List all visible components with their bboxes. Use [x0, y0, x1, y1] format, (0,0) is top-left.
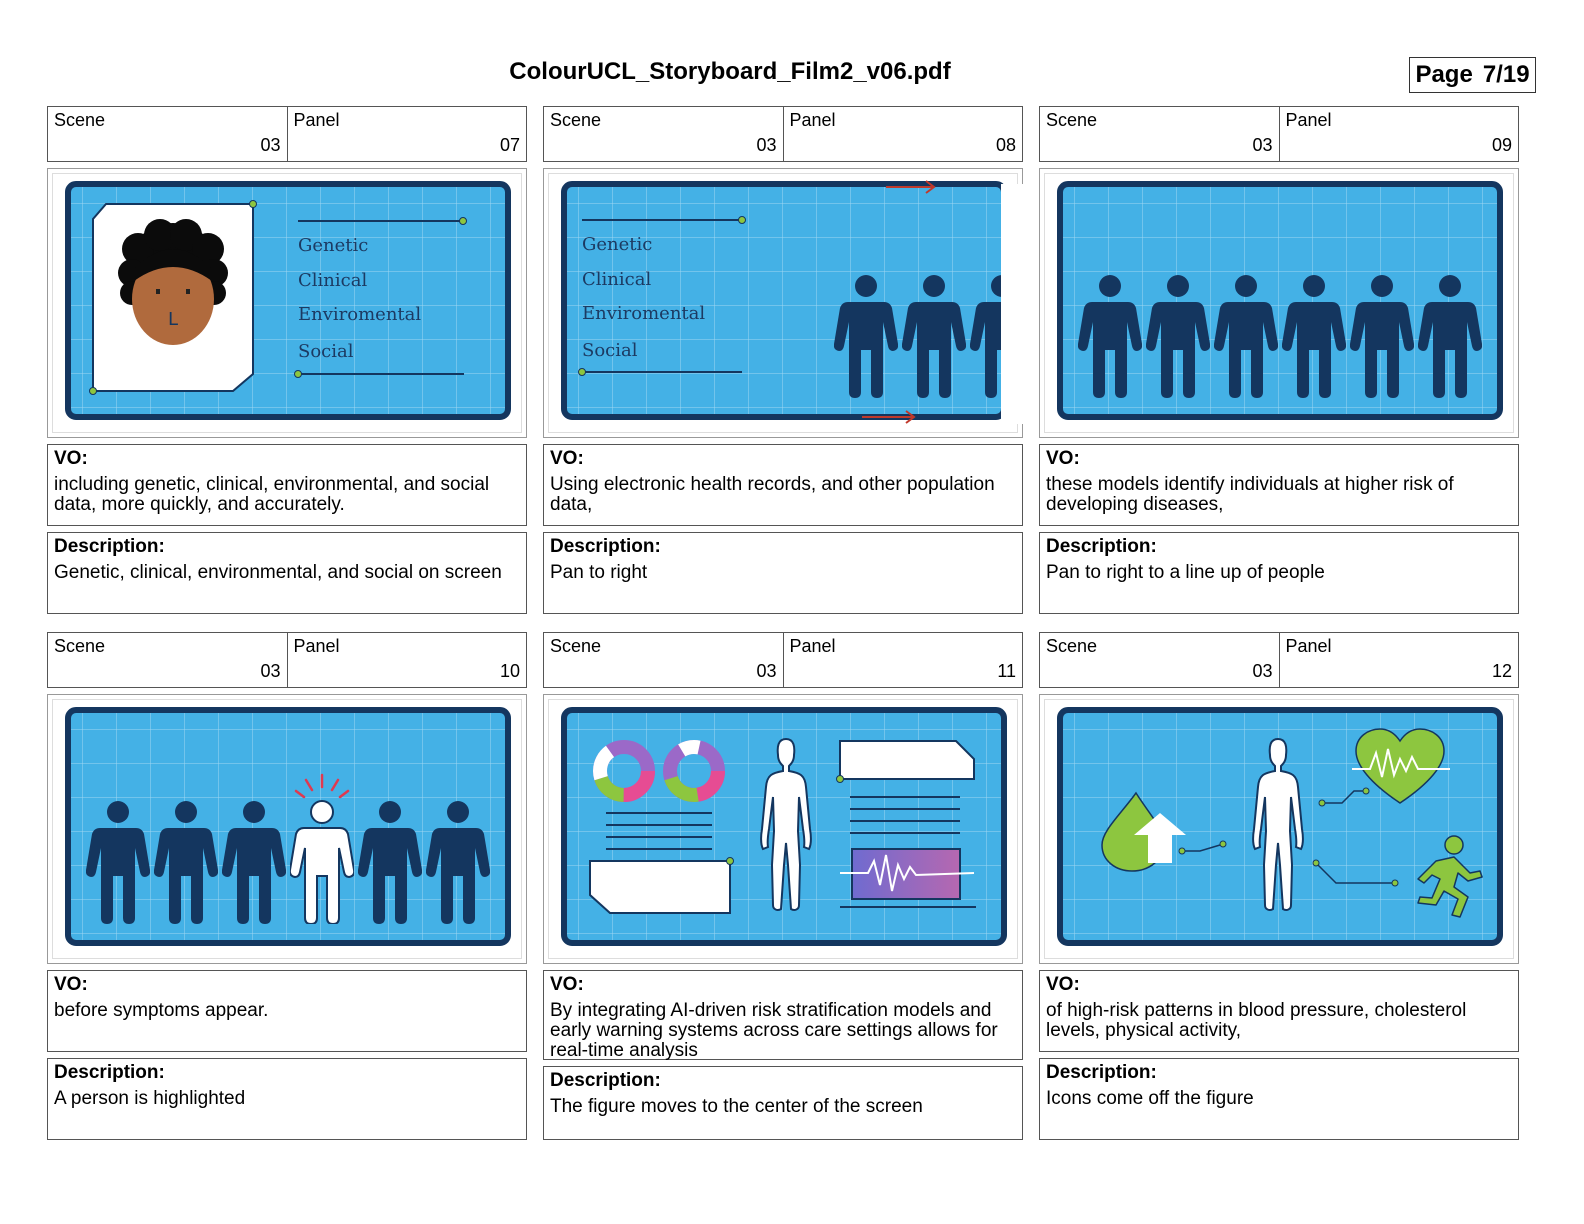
- panel-frame: [1039, 694, 1519, 964]
- scene-cell: [1040, 633, 1279, 687]
- description-box: [1039, 532, 1519, 614]
- panel-label: Panel: [789, 636, 836, 656]
- panel-frame: [543, 168, 1023, 438]
- panel-label: Panel: [1285, 636, 1332, 656]
- vo-box: [543, 444, 1023, 526]
- scene-cell: [48, 107, 287, 161]
- scene-number: 03: [260, 661, 281, 681]
- panel-label: Panel: [1285, 110, 1332, 130]
- description-text: Pan to right to a line up of people: [1046, 562, 1325, 583]
- document-title: ColourUCL_Storyboard_Film2_v06.pdf: [509, 58, 951, 85]
- panel-header: [47, 106, 527, 162]
- vo-box: [47, 444, 527, 526]
- description-label: Description:: [550, 1070, 661, 1091]
- panel-number: 11: [997, 661, 1016, 681]
- panel-header: [1039, 106, 1519, 162]
- data-label: Enviromental: [582, 303, 706, 324]
- panel-frame: [47, 694, 527, 964]
- vo-box: [47, 970, 527, 1052]
- panel-illustration: [48, 695, 528, 965]
- description-label: Description:: [54, 1062, 165, 1083]
- panel-number: 08: [995, 135, 1016, 155]
- info-card: [840, 741, 974, 779]
- data-label: Social: [298, 341, 354, 362]
- vo-box: [1039, 444, 1519, 526]
- description-box: [1039, 1058, 1519, 1140]
- scene-label: Scene: [1046, 110, 1098, 130]
- page-indicator: [1409, 57, 1536, 93]
- vo-label: VO:: [54, 974, 88, 995]
- scene-number: 03: [756, 135, 777, 155]
- vo-box: [543, 970, 1023, 1060]
- vo-text: including genetic, clinical, environmental, and social data, more quickly, and accurately.: [54, 474, 490, 515]
- panel-number: 09: [1491, 135, 1512, 155]
- panel-number: 10: [499, 661, 520, 681]
- vo-label: VO:: [1046, 974, 1080, 995]
- data-label: Genetic: [298, 235, 369, 256]
- svg-text:L: L: [167, 309, 179, 330]
- scene-label: Scene: [550, 110, 602, 130]
- description-label: Description:: [54, 536, 165, 557]
- description-label: Description:: [550, 536, 661, 557]
- scene-number: 03: [1252, 135, 1273, 155]
- panel-cell: [287, 107, 527, 161]
- panel-illustration: [1040, 695, 1520, 965]
- description-text: A person is highlighted: [54, 1088, 246, 1109]
- panel-frame: [1039, 168, 1519, 438]
- description-text: Pan to right: [550, 562, 648, 583]
- description-text: Genetic, clinical, environmental, and social on screen: [54, 562, 502, 583]
- panel-header: [543, 632, 1023, 688]
- page-label: Page: [1415, 61, 1473, 88]
- panel-frame: [543, 694, 1023, 964]
- panel-cell: [783, 107, 1023, 161]
- scene-cell: [544, 107, 783, 161]
- panel-illustration: [1040, 169, 1520, 439]
- scene-label: Scene: [54, 636, 106, 656]
- vo-label: VO:: [1046, 448, 1080, 469]
- description-text: Icons come off the figure: [1046, 1088, 1254, 1109]
- panel-frame: [47, 168, 527, 438]
- scene-number: 03: [260, 135, 281, 155]
- panel-illustration: [544, 695, 1024, 965]
- scene-cell: [1040, 107, 1279, 161]
- panel-illustration: [48, 169, 528, 439]
- panel-label: Panel: [293, 636, 340, 656]
- panel-cell: [1279, 633, 1519, 687]
- data-label: Enviromental: [298, 304, 422, 325]
- panel-cell: [783, 633, 1023, 687]
- data-label: Genetic: [582, 234, 653, 255]
- scene-cell: [48, 633, 287, 687]
- panel-header: [1039, 632, 1519, 688]
- data-label: Clinical: [582, 269, 652, 290]
- panel-number: 12: [1491, 661, 1512, 681]
- description-box: [47, 532, 527, 614]
- scene-label: Scene: [1046, 636, 1098, 656]
- page-number: 7/19: [1482, 61, 1530, 88]
- panel-cell: [1279, 107, 1519, 161]
- description-label: Description:: [1046, 1062, 1157, 1083]
- panel-header: [47, 632, 527, 688]
- data-label: Clinical: [298, 270, 368, 291]
- scene-number: 03: [1252, 661, 1273, 681]
- panel-cell: [287, 633, 527, 687]
- scene-label: Scene: [54, 110, 106, 130]
- vo-text: By integrating AI-driven risk stratification models and early warning systems across care settings allows for real-time analysis: [550, 1000, 998, 1061]
- vo-label: VO:: [550, 448, 584, 469]
- panel-label: Panel: [293, 110, 340, 130]
- description-text: The figure moves to the center of the screen: [550, 1096, 923, 1117]
- vo-text: Using electronic health records, and other population data,: [550, 474, 995, 515]
- vo-label: VO:: [550, 974, 584, 995]
- info-card: [590, 861, 730, 913]
- description-box: [47, 1058, 527, 1140]
- scene-number: 03: [756, 661, 777, 681]
- panel-label: Panel: [789, 110, 836, 130]
- vo-label: VO:: [54, 448, 88, 469]
- vo-box: [1039, 970, 1519, 1052]
- vo-text: these models identify individuals at higher risk of developing diseases,: [1046, 474, 1454, 515]
- description-box: [543, 532, 1023, 614]
- vo-text: before symptoms appear.: [54, 1000, 269, 1021]
- panel-number: 07: [499, 135, 520, 155]
- description-box: [543, 1066, 1023, 1140]
- vo-text: of high-risk patterns in blood pressure, cholesterol levels, physical activity,: [1046, 1000, 1467, 1041]
- panel-illustration: [544, 169, 1024, 439]
- scene-label: Scene: [550, 636, 602, 656]
- panel-header: [543, 106, 1023, 162]
- description-label: Description:: [1046, 536, 1157, 557]
- scene-cell: [544, 633, 783, 687]
- data-label: Social: [582, 340, 638, 361]
